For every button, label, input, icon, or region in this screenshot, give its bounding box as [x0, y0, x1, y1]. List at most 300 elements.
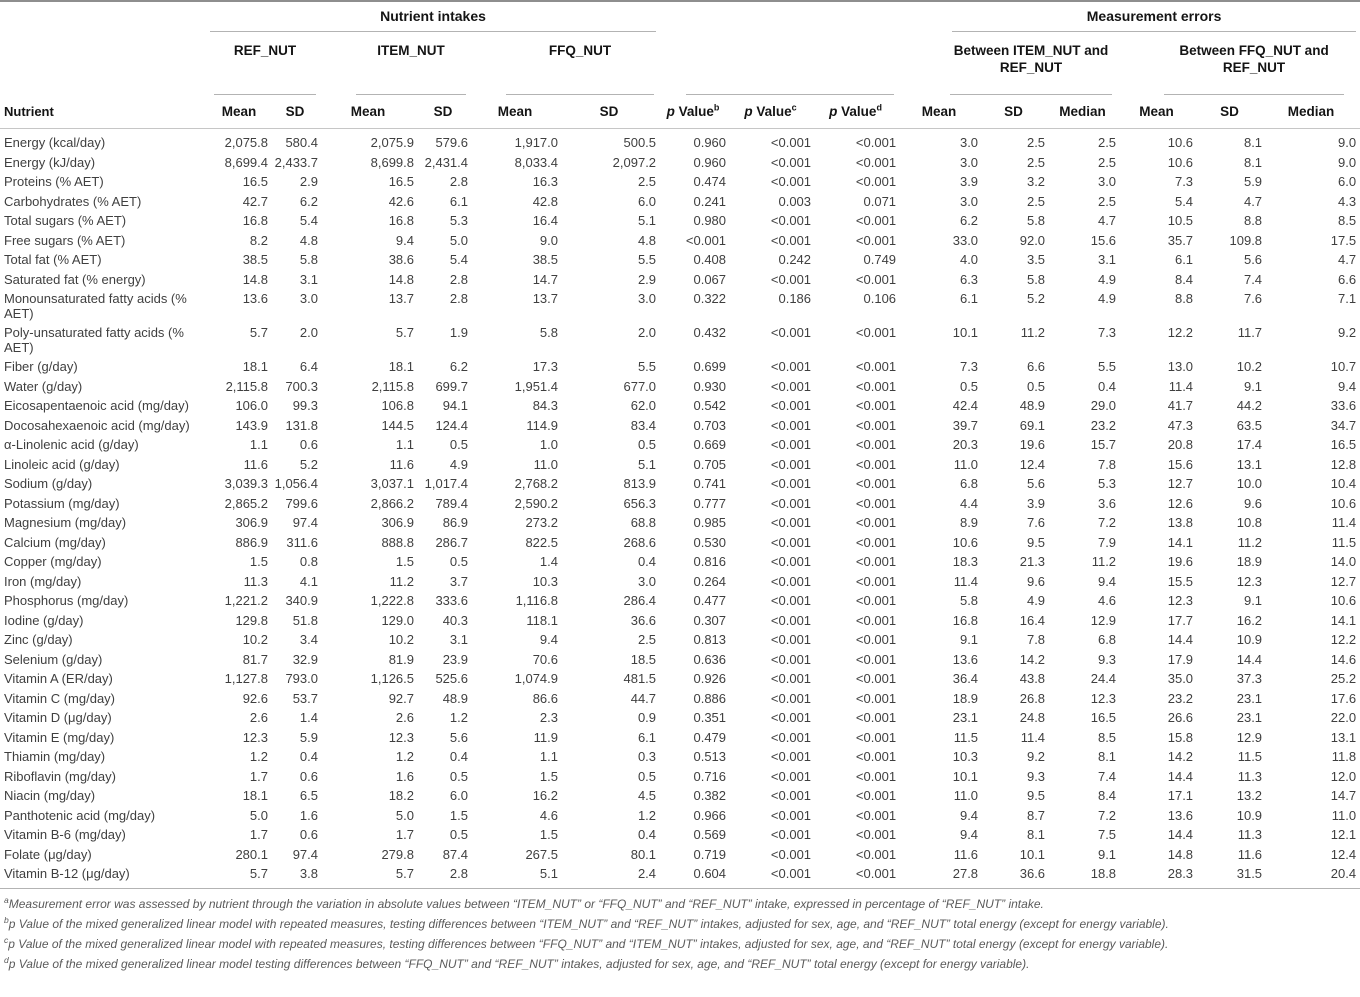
- value-cell: 7.3: [959, 359, 979, 374]
- value-cell: 8.1: [1243, 154, 1263, 170]
- value-cell: 0.926: [693, 671, 727, 686]
- value-cell: 144.5: [381, 417, 414, 433]
- value-cell: 2,768.2: [514, 476, 558, 491]
- value-cell: 656.3: [623, 495, 657, 511]
- value-cell: <0.001: [770, 417, 812, 433]
- value-cell: 12.4: [1330, 846, 1357, 862]
- value-cell: 33.0: [952, 232, 979, 248]
- spanner-empty-pvalues: [660, 1, 900, 32]
- value-cell: 6.2: [299, 193, 318, 209]
- value-cell: 35.7: [1167, 232, 1194, 248]
- nutrient-label: Energy (kJ/day): [4, 154, 96, 170]
- value-cell: 6.8: [959, 476, 979, 491]
- value-cell: <0.001: [770, 554, 812, 569]
- col-header-ref-sd: SD: [272, 95, 322, 129]
- value-cell: 677.0: [623, 378, 657, 394]
- nutrient-label: Total sugars (% AET): [4, 213, 127, 228]
- value-cell: 4.3: [1338, 193, 1357, 209]
- value-cell: 5.3: [449, 213, 468, 228]
- value-cell: 0.960: [693, 135, 727, 150]
- value-cell: 1.6: [299, 807, 318, 823]
- value-cell: 5.4: [449, 252, 468, 267]
- nutrient-label: Magnesium (mg/day): [4, 515, 127, 530]
- value-cell: 14.8: [242, 271, 268, 287]
- value-cell: 5.0: [449, 232, 468, 248]
- value-cell: 3.4: [299, 632, 318, 647]
- value-cell: 0.4: [637, 827, 657, 842]
- value-cell: 14.2: [1019, 651, 1046, 667]
- value-cell: 0.703: [693, 417, 727, 433]
- value-cell: 129.8: [235, 612, 268, 628]
- nutrient-label: Selenium (g/day): [4, 651, 103, 667]
- value-cell: 6.2: [959, 213, 979, 228]
- value-cell: 0.071: [863, 193, 897, 209]
- value-cell: <0.001: [855, 515, 897, 530]
- value-cell: 340.9: [285, 593, 318, 608]
- table-row: [0, 436, 1360, 456]
- value-cell: 5.4: [299, 213, 318, 228]
- value-cell: 27.8: [900, 865, 982, 889]
- value-cell: 18.9: [1236, 554, 1263, 569]
- value-cell: 0.604: [660, 865, 730, 889]
- value-cell: 1.2: [249, 749, 268, 764]
- group-between-item-ref-cell: [900, 32, 1120, 95]
- value-cell: 42.7: [242, 193, 268, 209]
- value-cell: 10.4: [1330, 476, 1357, 491]
- value-cell: 14.4: [1167, 827, 1194, 842]
- value-cell: 1.7: [395, 827, 414, 842]
- value-cell: 9.5: [1026, 534, 1046, 550]
- value-cell: 2,115.8: [371, 378, 414, 394]
- table-row: [0, 670, 1360, 690]
- value-cell: 3.7: [449, 573, 468, 589]
- value-cell: 16.5: [1330, 437, 1357, 452]
- value-cell: <0.001: [855, 378, 897, 394]
- value-cell: 36.6: [630, 612, 657, 628]
- nutrient-label: Sodium (g/day): [4, 476, 93, 491]
- value-cell: 12.9: [1236, 729, 1263, 745]
- spanner-measurement-errors-cell: [900, 1, 1360, 32]
- value-cell: 29.0: [1090, 398, 1117, 413]
- value-cell: 9.2: [1026, 749, 1046, 764]
- value-cell: 5.8: [1026, 271, 1046, 287]
- value-cell: 11.5: [953, 729, 979, 745]
- value-cell: 48.9: [1019, 398, 1046, 413]
- table-row: [0, 270, 1360, 290]
- value-cell: 2.6: [395, 710, 414, 725]
- value-cell: 7.9: [1097, 534, 1117, 550]
- value-cell: 11.0: [953, 456, 979, 472]
- value-cell: 9.4: [395, 232, 414, 248]
- value-cell: 17.6: [1330, 690, 1357, 706]
- value-cell: 4.9: [1097, 271, 1117, 287]
- nutrient-label: Total fat (% AET): [4, 252, 102, 267]
- value-cell: 0.8: [299, 554, 318, 569]
- value-cell: 0.432: [693, 325, 727, 340]
- value-cell: 42.8: [532, 193, 558, 209]
- value-cell: 2.5: [637, 174, 657, 189]
- value-cell: 5.5: [637, 252, 657, 267]
- nutrient-label: Calcium (mg/day): [4, 534, 106, 550]
- value-cell: <0.001: [855, 768, 897, 784]
- value-cell: 35.0: [1167, 671, 1194, 686]
- value-cell: 8,699.8: [370, 154, 414, 170]
- value-cell: 700.3: [285, 378, 318, 394]
- table-row: [0, 377, 1360, 397]
- value-cell: 7.2: [1097, 807, 1117, 823]
- value-cell: 0.705: [693, 456, 727, 472]
- value-cell: 12.0: [1330, 768, 1357, 784]
- value-cell: 9.4: [1097, 573, 1117, 589]
- value-cell: 0.4: [637, 554, 657, 569]
- value-cell: 5.7: [210, 865, 272, 889]
- value-cell: 5.9: [1243, 174, 1263, 189]
- value-cell: <0.001: [855, 495, 897, 511]
- value-cell: 53.7: [292, 690, 318, 706]
- footnotes: [0, 889, 1360, 974]
- value-cell: 14.7: [532, 271, 558, 287]
- value-cell: 3,037.1: [370, 476, 414, 491]
- value-cell: 2,866.2: [370, 495, 414, 511]
- value-cell: 2.5: [1026, 154, 1046, 170]
- table-row: [0, 806, 1360, 826]
- nutrient-label: Water (g/day): [4, 378, 83, 394]
- value-cell: 3.0: [959, 193, 979, 209]
- nutrient-label: Carbohydrates (% AET): [4, 193, 142, 209]
- spanner-nutrient-intakes-cell: [210, 1, 660, 32]
- value-cell: 9.6: [1026, 573, 1046, 589]
- value-cell: 40.3: [442, 612, 468, 628]
- group-pvalues-rule: [686, 40, 894, 95]
- value-cell: 68.8: [630, 515, 657, 530]
- col-header-ffq-sd: SD: [562, 95, 660, 129]
- value-cell: 886.9: [235, 534, 268, 550]
- value-cell: 0.966: [693, 807, 727, 823]
- value-cell: 1,126.5: [370, 671, 414, 686]
- table-row: [0, 358, 1360, 378]
- table-row: [0, 455, 1360, 475]
- spanner-row-2: [0, 32, 1360, 95]
- value-cell: 11.4: [1168, 378, 1194, 394]
- value-cell: 11.9: [533, 729, 558, 745]
- footnote-b: $^b$p Value of the mixed generalized linear model with repeated measures, testing differences between “ITEM_NUT” and “REF_NUT” intakes, adjusted for sex, age, and “REF_NUT” total energy (except for energy variable).: [4, 914, 1169, 931]
- value-cell: 5.6: [449, 729, 468, 745]
- value-cell: 33.6: [1330, 398, 1357, 413]
- value-cell: 793.0: [285, 671, 318, 686]
- value-cell: <0.001: [770, 671, 812, 686]
- value-cell: 0.5: [449, 554, 468, 569]
- value-cell: 1,056.4: [274, 476, 318, 491]
- value-cell: <0.001: [770, 651, 812, 667]
- value-cell: 13.1: [1236, 456, 1263, 472]
- value-cell: 15.5: [1167, 573, 1194, 589]
- value-cell: <0.001: [770, 749, 812, 764]
- value-cell: 16.2: [532, 788, 558, 803]
- value-cell: 15.6: [1090, 232, 1117, 248]
- value-cell: 6.8: [1097, 632, 1117, 647]
- nutrient-label: Folate (μg/day): [4, 846, 92, 862]
- value-cell: 8.2: [249, 232, 268, 248]
- nutrient-label: Thiamin (mg/day): [4, 749, 106, 764]
- value-cell: 1.0: [539, 437, 558, 452]
- footnote-a: $^a$Measurement error was assessed by nutrient through the variation in absolute values between “ITEM_NUT” or “FFQ_NUT” and “REF_NUT” intake, expressed in percentage of “REF_NUT” intake.: [4, 894, 1044, 911]
- value-cell: <0.001: [770, 690, 812, 706]
- value-cell: 63.5: [1236, 417, 1263, 433]
- col-header-err1-median: Median: [1049, 95, 1120, 129]
- value-cell: 48.9: [442, 690, 468, 706]
- value-cell: 9.1: [1097, 846, 1117, 862]
- value-cell: <0.001: [855, 788, 897, 803]
- nutrient-label: Energy (kcal/day): [4, 135, 106, 150]
- value-cell: 9.4: [1338, 378, 1357, 394]
- nutrient-label: Docosahexaenoic acid (mg/day): [4, 417, 190, 433]
- value-cell: <0.001: [855, 437, 897, 452]
- value-cell: 10.2: [388, 632, 414, 647]
- value-cell: 580.4: [285, 135, 318, 150]
- value-cell: 31.5: [1197, 865, 1266, 889]
- value-cell: 0.067: [693, 271, 727, 287]
- value-cell: <0.001: [855, 154, 897, 170]
- value-cell: 2.3: [539, 710, 558, 725]
- value-cell: 7.6: [1026, 515, 1046, 530]
- nutrient-label: Proteins (% AET): [4, 174, 104, 189]
- value-cell: 1.9: [449, 325, 468, 340]
- value-cell: 0.6: [299, 768, 318, 784]
- value-cell: 5.7: [249, 325, 268, 340]
- value-cell: 23.2: [1167, 690, 1194, 706]
- value-cell: 0.264: [693, 573, 727, 589]
- value-cell: 5.0: [249, 807, 268, 823]
- value-cell: 10.7: [1330, 359, 1357, 374]
- value-cell: 44.2: [1236, 398, 1263, 413]
- value-cell: <0.001: [770, 515, 812, 530]
- col-header-err2-mean: Mean: [1120, 95, 1197, 129]
- value-cell: 14.7: [1330, 788, 1357, 803]
- value-cell: 279.8: [381, 846, 414, 862]
- value-cell: 2,115.8: [225, 378, 268, 394]
- value-cell: 11.7: [1237, 325, 1263, 340]
- value-cell: 0.886: [693, 690, 727, 706]
- value-cell: 7.6: [1243, 291, 1263, 306]
- value-cell: 0.474: [693, 174, 727, 189]
- value-cell: <0.001: [730, 865, 815, 889]
- table-row: [0, 826, 1360, 846]
- value-cell: 16.4: [532, 213, 558, 228]
- value-cell: 11.2: [389, 573, 414, 589]
- value-cell: 7.3: [1097, 325, 1117, 340]
- value-cell: <0.001: [855, 456, 897, 472]
- value-cell: 15.8: [1167, 729, 1194, 745]
- value-cell: 0.6: [299, 827, 318, 842]
- value-cell: 0.960: [693, 154, 727, 170]
- value-cell: 15.6: [1167, 456, 1194, 472]
- value-cell: 0.5: [449, 437, 468, 452]
- value-cell: 114.9: [526, 417, 558, 433]
- value-cell: 3.5: [1026, 252, 1046, 267]
- value-cell: 16.5: [242, 174, 268, 189]
- value-cell: 8.8: [1174, 291, 1194, 306]
- value-cell: 3,039.3: [224, 476, 268, 491]
- nutrient-label: Vitamin B-12 (μg/day): [0, 865, 210, 889]
- table-row: [0, 728, 1360, 748]
- value-cell: 11.2: [1237, 534, 1263, 550]
- col-header-ref-mean: Mean: [210, 95, 272, 129]
- value-cell: 109.8: [1229, 232, 1263, 248]
- table-row: [0, 592, 1360, 612]
- group-item-nut: ITEM_NUT: [356, 40, 466, 95]
- table-row: [0, 533, 1360, 553]
- value-cell: 1,017.4: [424, 476, 468, 491]
- value-cell: 12.8: [1330, 456, 1357, 472]
- value-cell: 14.4: [1236, 651, 1263, 667]
- table-row: [0, 553, 1360, 573]
- value-cell: <0.001: [855, 476, 897, 491]
- value-cell: 1,074.9: [514, 671, 558, 686]
- value-cell: 20.8: [1167, 437, 1194, 452]
- value-cell: 81.7: [242, 651, 268, 667]
- value-cell: 12.2: [1330, 632, 1357, 647]
- value-cell: 0.477: [693, 593, 727, 608]
- value-cell: 124.4: [435, 417, 468, 433]
- value-cell: 26.6: [1167, 710, 1194, 725]
- value-cell: 2,097.2: [612, 154, 657, 170]
- nutrient-label: Fiber (g/day): [4, 359, 78, 374]
- value-cell: 6.4: [299, 359, 318, 374]
- value-cell: 2.4: [562, 865, 660, 889]
- value-cell: <0.001: [855, 213, 897, 228]
- nutrient-label: Vitamin D (μg/day): [4, 710, 112, 725]
- table-row: [0, 231, 1360, 251]
- value-cell: 12.9: [1090, 612, 1117, 628]
- value-cell: <0.001: [855, 232, 897, 248]
- value-cell: 306.9: [381, 515, 414, 530]
- value-cell: 7.5: [1097, 827, 1117, 842]
- value-cell: 23.1: [1236, 710, 1263, 725]
- value-cell: <0.001: [770, 325, 812, 340]
- value-cell: <0.001: [770, 154, 812, 170]
- value-cell: 2.5: [637, 632, 657, 647]
- value-cell: 10.6: [952, 534, 979, 550]
- value-cell: 81.9: [388, 651, 414, 667]
- value-cell: 5.8: [959, 593, 979, 608]
- value-cell: 25.2: [1330, 671, 1357, 686]
- value-cell: 17.4: [1236, 437, 1263, 452]
- value-cell: 2.0: [637, 325, 657, 340]
- value-cell: 0.930: [693, 378, 727, 394]
- nutrient-label: Riboflavin (mg/day): [4, 768, 116, 784]
- col-header-p-value-b: p Value$^b$: [660, 95, 730, 129]
- value-cell: <0.001: [770, 846, 812, 862]
- value-cell: <0.001: [855, 710, 897, 725]
- nutrient-label: Linoleic acid (g/day): [4, 456, 120, 472]
- value-cell: 11.0: [533, 456, 558, 472]
- value-cell: 9.4: [539, 632, 558, 647]
- value-cell: 8.4: [1174, 271, 1194, 287]
- value-cell: 18.8: [1049, 865, 1120, 889]
- value-cell: 11.6: [1237, 846, 1263, 862]
- table-row: [0, 572, 1360, 592]
- value-cell: 2.5: [1097, 193, 1117, 209]
- value-cell: 333.6: [435, 593, 468, 608]
- value-cell: 6.1: [1174, 252, 1194, 267]
- value-cell: 0.6: [299, 437, 318, 452]
- table-row: [0, 767, 1360, 787]
- value-cell: 131.8: [285, 417, 318, 433]
- value-cell: <0.001: [770, 476, 812, 491]
- nutrient-label: Iodine (g/day): [4, 612, 84, 628]
- value-cell: 3.0: [637, 291, 657, 306]
- value-cell: 1.5: [395, 554, 414, 569]
- value-cell: 11.3: [1237, 768, 1263, 784]
- value-cell: 6.5: [299, 788, 318, 803]
- value-cell: 12.3: [388, 729, 414, 745]
- value-cell: 1.7: [249, 768, 268, 784]
- value-cell: 36.4: [952, 671, 979, 686]
- value-cell: 8.1: [1026, 827, 1046, 842]
- value-cell: 12.4: [1019, 456, 1046, 472]
- value-cell: 8.1: [1243, 135, 1263, 150]
- value-cell: 1,221.2: [224, 593, 268, 608]
- value-cell: 16.3: [532, 174, 558, 189]
- value-cell: 11.6: [389, 456, 414, 472]
- value-cell: 28.3: [1120, 865, 1197, 889]
- value-cell: 481.5: [623, 671, 657, 686]
- value-cell: <0.001: [855, 846, 897, 862]
- value-cell: 11.3: [1237, 827, 1263, 842]
- value-cell: 10.6: [1330, 593, 1357, 608]
- value-cell: 0.5: [959, 378, 979, 394]
- value-cell: <0.001: [770, 398, 812, 413]
- table-row: [0, 689, 1360, 709]
- value-cell: 23.1: [1236, 690, 1263, 706]
- value-cell: 5.8: [299, 252, 318, 267]
- value-cell: 10.6: [1167, 135, 1194, 150]
- value-cell: 9.0: [1338, 154, 1357, 170]
- value-cell: 5.5: [637, 359, 657, 374]
- spanner-empty: [0, 1, 210, 32]
- value-cell: 18.1: [242, 359, 268, 374]
- value-cell: 87.4: [442, 846, 468, 862]
- value-cell: <0.001: [855, 749, 897, 764]
- value-cell: 813.9: [623, 476, 657, 491]
- value-cell: 2.9: [637, 271, 657, 287]
- table-row: [0, 845, 1360, 865]
- value-cell: <0.001: [770, 729, 812, 745]
- value-cell: 268.6: [623, 534, 657, 550]
- value-cell: 21.3: [1019, 554, 1046, 569]
- value-cell: 3.6: [1097, 495, 1117, 511]
- value-cell: 286.4: [623, 593, 657, 608]
- value-cell: 1.2: [637, 807, 657, 823]
- group-between-ffq-ref-cell: [1120, 32, 1360, 95]
- value-cell: 14.6: [1330, 651, 1357, 667]
- value-cell: <0.001: [770, 437, 812, 452]
- value-cell: 1.4: [299, 710, 318, 725]
- col-header-err2-median: Median: [1266, 95, 1360, 129]
- value-cell: 10.6: [1330, 495, 1357, 511]
- value-cell: 2,075.9: [370, 135, 414, 150]
- value-cell: 70.6: [532, 651, 558, 667]
- value-cell: 1.7: [249, 827, 268, 842]
- nutrient-label: Vitamin E (mg/day): [4, 729, 115, 745]
- value-cell: <0.001: [770, 593, 812, 608]
- value-cell: 6.0: [449, 788, 468, 803]
- value-cell: 32.9: [292, 651, 318, 667]
- nutrient-label: Niacin (mg/day): [4, 788, 96, 803]
- table-row: [0, 173, 1360, 193]
- table-row: [0, 129, 1360, 154]
- value-cell: <0.001: [855, 398, 897, 413]
